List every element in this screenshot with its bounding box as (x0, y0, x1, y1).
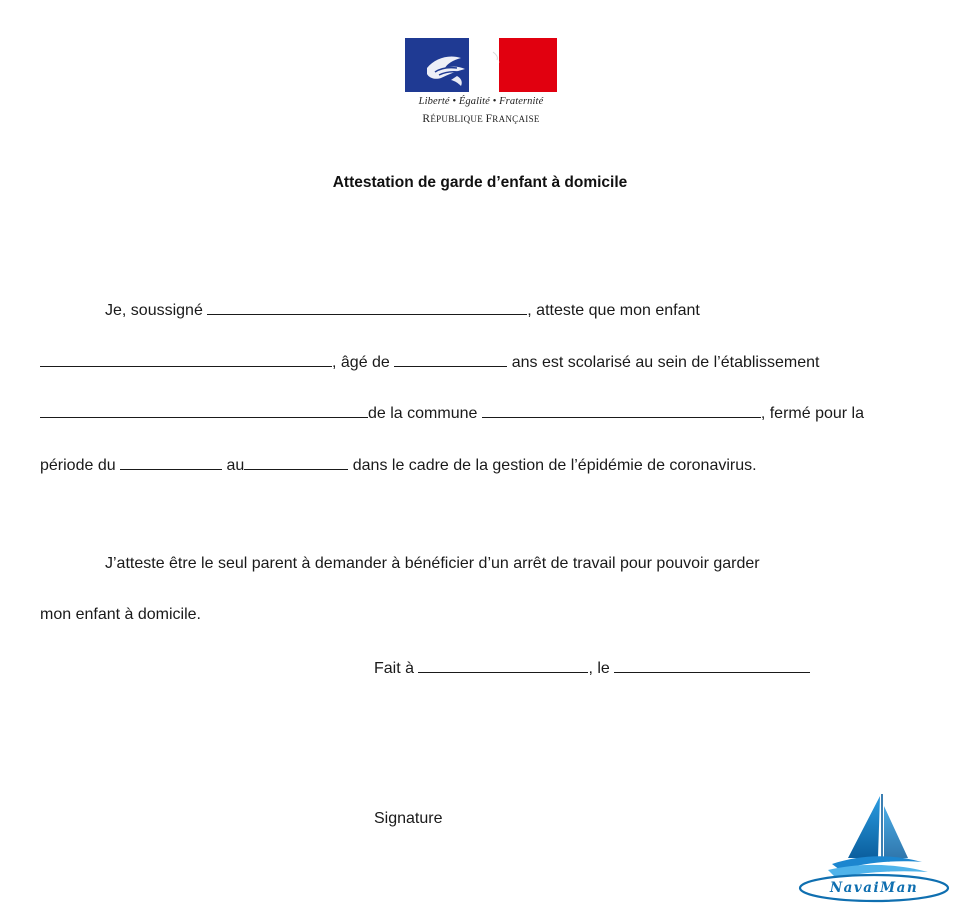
republique-francaise-label: RÉPUBLIQUE FRANÇAISE (422, 113, 540, 125)
paragraph-1-line-3: de la commune , fermé pour la (40, 403, 864, 423)
place-field[interactable] (418, 658, 588, 673)
child-age-field[interactable] (394, 352, 507, 367)
child-name-field[interactable] (40, 352, 332, 367)
paragraph-1-line-1: Je, soussigné , atteste que mon enfant (105, 302, 700, 319)
date-field[interactable] (614, 658, 810, 673)
signature-label: Signature (374, 810, 443, 827)
republic-motto: Liberté • Égalité • Fraternité (418, 96, 544, 107)
commune-field[interactable] (482, 403, 761, 418)
marianne-profile-icon (405, 38, 557, 92)
name-field[interactable] (207, 300, 527, 315)
school-field[interactable] (40, 403, 368, 418)
period-start-field[interactable] (120, 455, 222, 470)
paragraph-2-line-1: J’atteste être le seul parent à demander à bénéficier d’un arrêt de travail pour pouvoir garder (105, 555, 760, 572)
document-title: Attestation de garde d’enfant à domicile (332, 174, 628, 191)
paragraph-2-line-2: mon enfant à domicile. (40, 606, 201, 623)
period-end-field[interactable] (244, 455, 348, 470)
navaiman-watermark-text: NavaiMan (829, 880, 919, 896)
place-date-line: Fait à , le (374, 658, 810, 678)
paragraph-1-line-2: , âgé de ans est scolarisé au sein de l’établissement (40, 352, 819, 372)
paragraph-1-line-4: période du au dans le cadre de la gestion de l’épidémie de coronavirus. (40, 457, 757, 474)
